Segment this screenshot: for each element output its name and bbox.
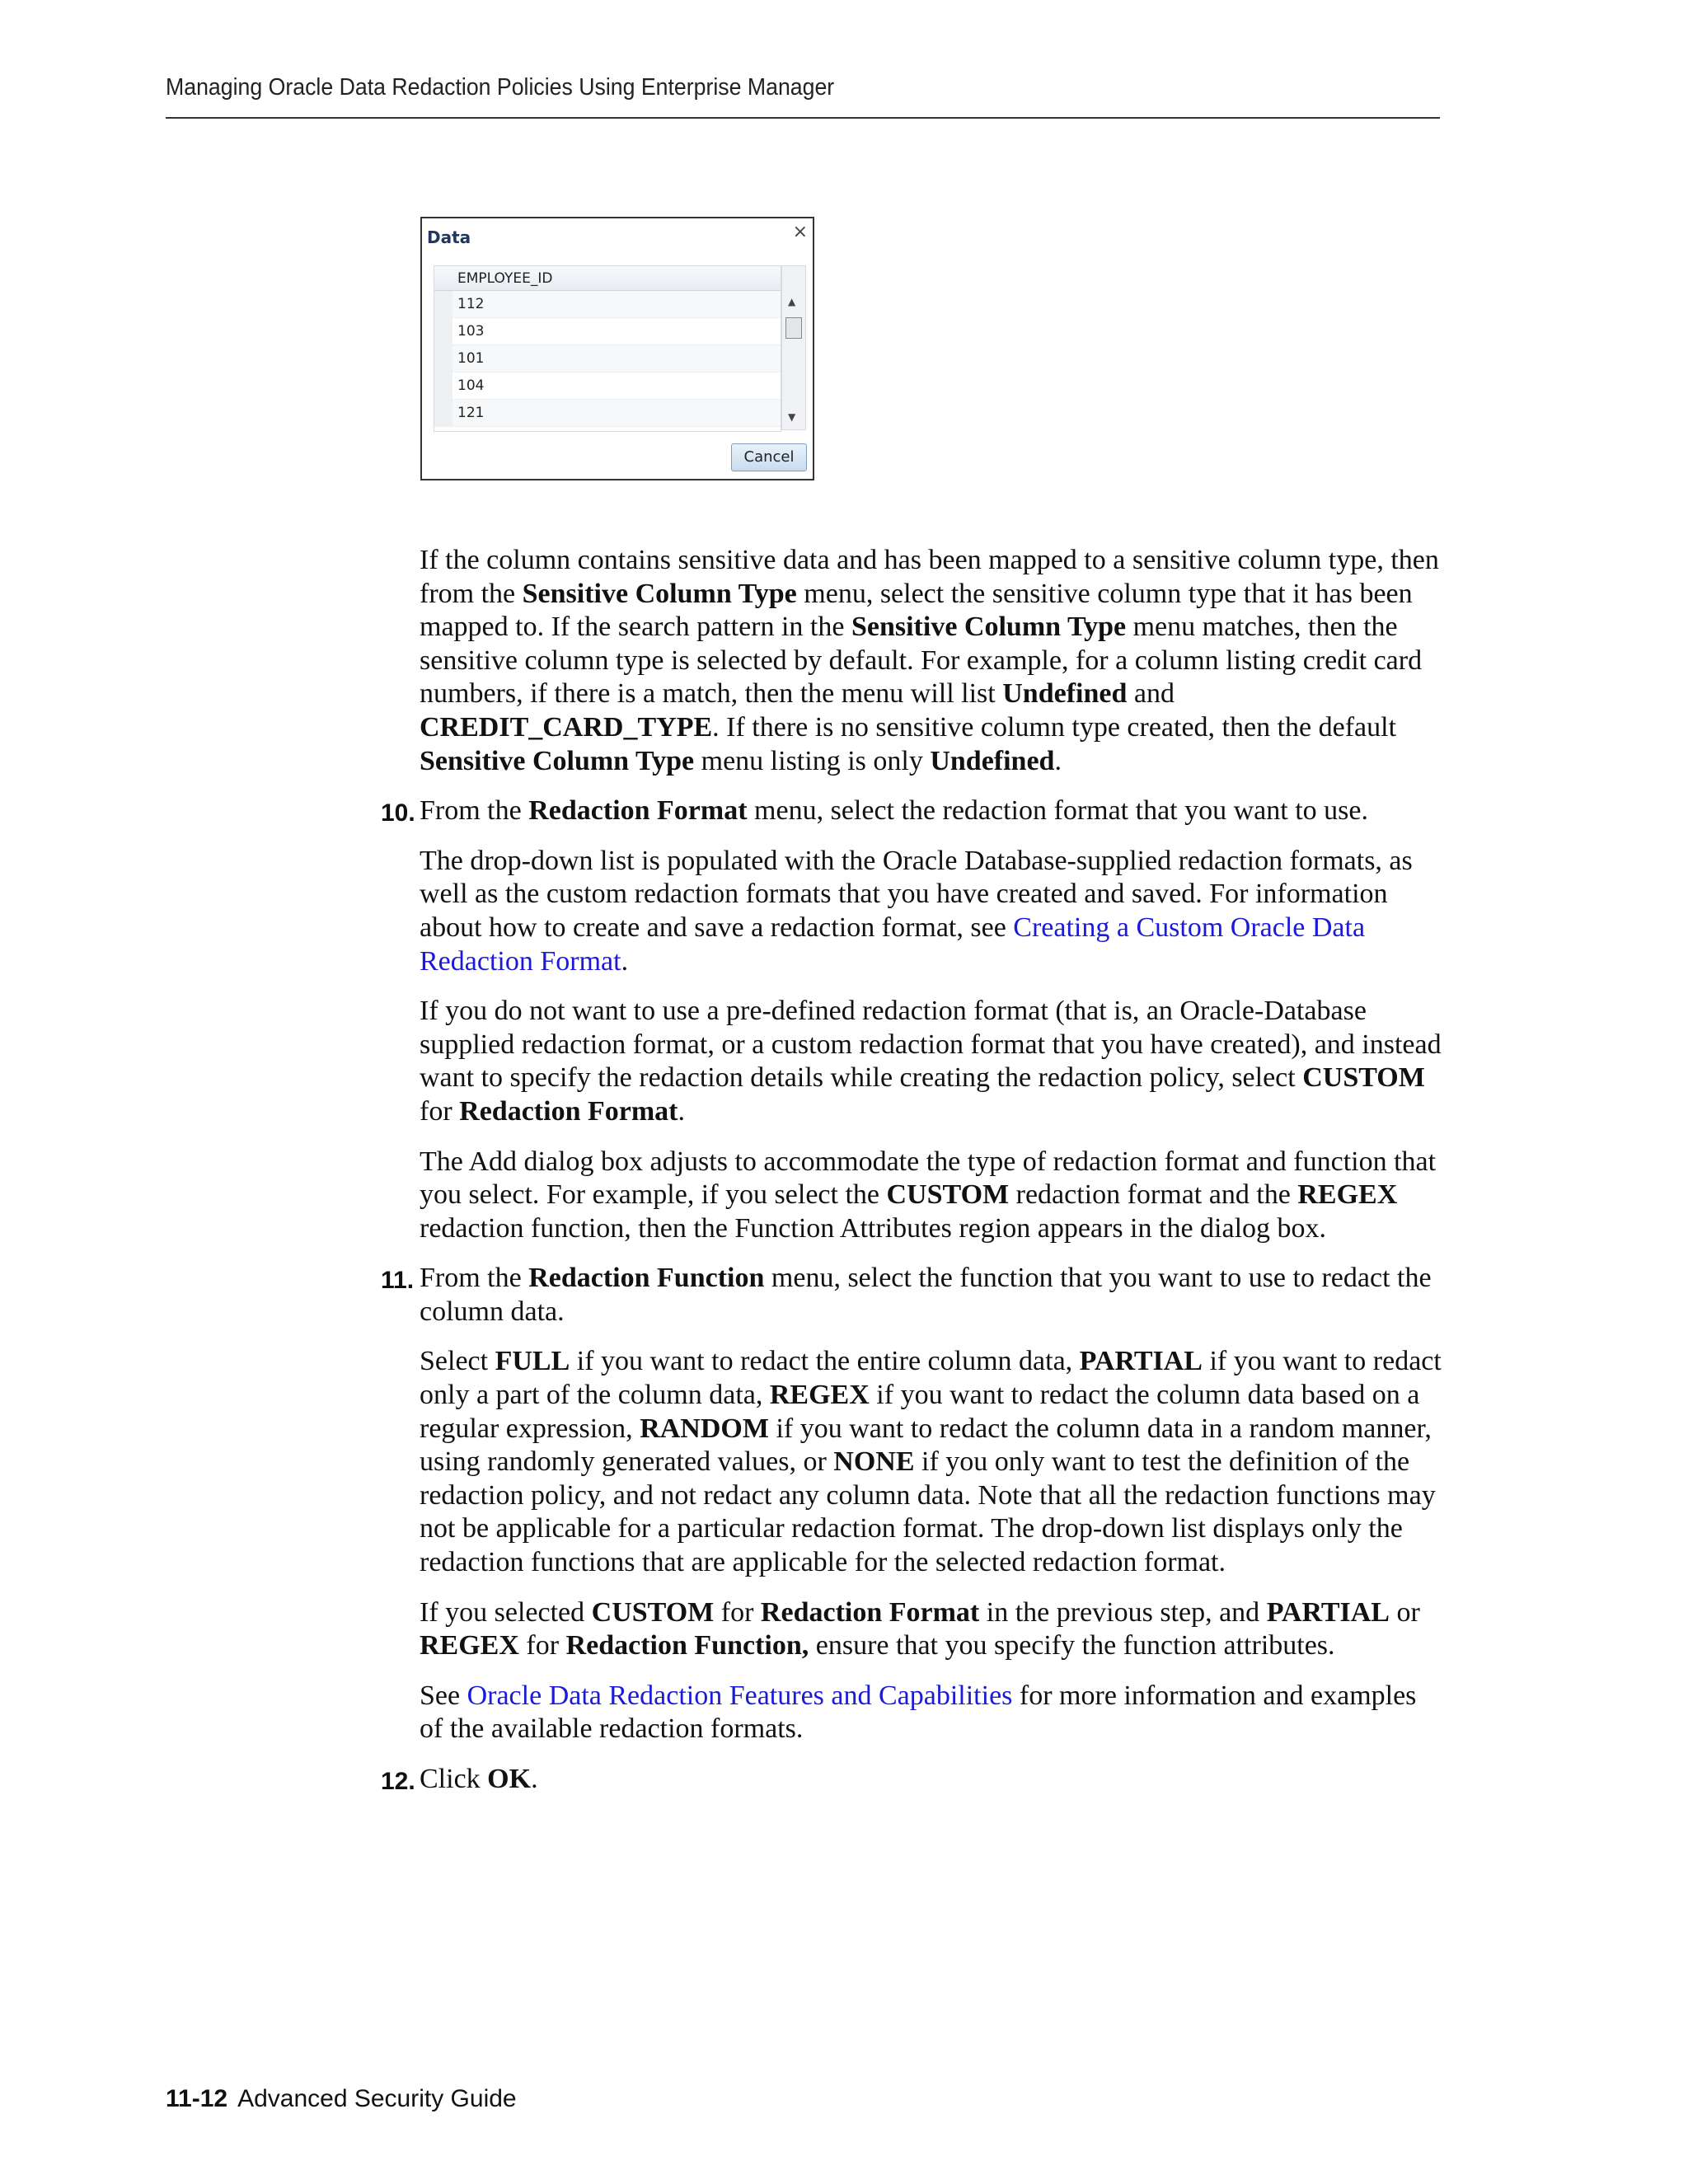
page-number: 11-12 [166, 2085, 228, 2112]
step-12: 12. Click OK. [420, 1763, 1446, 1797]
cancel-button[interactable]: Cancel [731, 443, 807, 471]
creating-custom-format-link[interactable]: Creating a Custom Oracle Data Redaction Format [420, 912, 1366, 977]
data-dialog [420, 217, 814, 480]
features-capabilities-link[interactable]: Oracle Data Redaction Features and Capabilities [467, 1680, 1013, 1711]
step-number: 11. [381, 1267, 415, 1295]
paragraph-dropdown-list: The drop-down list is populated with the Oracle Database-supplied redaction formats, as well as the custom redaction formats that you have created and saved. For information about how to create and save a redaction format, see Creating a Custom Oracle Data Redaction Format. [420, 845, 1413, 977]
running-header: Managing Oracle Data Redaction Policies Using Enterprise Manager [166, 74, 835, 101]
step-10: 10. From the Redaction Format menu, select the redaction format that you want to use. [420, 794, 1446, 828]
paragraph-sensitive-column: If the column contains sensitive data and has been mapped to a sensitive column type, then from the Sensitive Column Type menu, select the sensitive column type that it has been mapped to. If the search pattern in the Sensitive Column Type menu matches, then the sensitive column type is selected by default. For example, for a column listing credit card numbers, if there is a match, then the menu will list Undefined and CREDIT_CARD_TYPE. If there is no sensitive column type created, then the default Sensitive Column Type menu listing is only Undefined. [420, 545, 1439, 776]
vertical-scrollbar[interactable] [781, 265, 806, 430]
table-row[interactable]: 104 [434, 373, 781, 400]
scroll-down-icon[interactable]: ▼ [788, 411, 796, 423]
table-row[interactable]: 112 [434, 291, 781, 318]
book-title: Advanced Security Guide [237, 2085, 517, 2112]
close-icon[interactable]: × [792, 222, 808, 242]
table-row[interactable]: 103 [434, 318, 781, 345]
step-11: 11. From the Redaction Function menu, select the function that you want to use to redact the column data. [381, 1263, 1432, 1327]
paragraph-select-function: Select FULL if you want to redact the entire column data, PARTIAL if you want to redact only a part of the column data, REGEX if you want to redact the column data based on a regular expression, RANDOM if you want to redact the column data in a random manner, using randomly generated values, or NONE if you only want to test the definition of the redaction policy, and not redact any column data. Note that all the redaction functions may not be applicable for a particular redaction format. The drop-down list displays only the redaction functions that are applicable for the selected redaction format. [420, 1346, 1442, 1578]
step-number: 12. [381, 1768, 415, 1795]
paragraph-custom-attributes: If you selected CUSTOM for Redaction Format in the previous step, and PARTIAL or REGEX for Redaction Function, ensure that you specify the function attributes. [420, 1596, 1420, 1661]
table-row[interactable]: 101 [434, 345, 781, 373]
scroll-up-icon[interactable]: ▲ [788, 296, 796, 307]
column-header[interactable]: EMPLOYEE_ID [434, 266, 781, 291]
document-body [381, 544, 1446, 1813]
header-rule [166, 117, 1440, 119]
step-number: 10. [381, 799, 415, 827]
paragraph-add-dialog: The Add dialog box adjusts to accommodate the type of redaction format and function that you select. For example, if you select the CUSTOM redaction format and the REGEX redaction function, then the Function Attributes region appears in the dialog box. [420, 1146, 1437, 1244]
dialog-title: Data [427, 227, 471, 247]
page-footer [166, 2085, 517, 2113]
paragraph-see-also: See Oracle Data Redaction Features and Capabilities for more information and examples of the available redaction formats. [420, 1680, 1417, 1745]
paragraph-predefined-format: If you do not want to use a pre-defined redaction format (that is, an Oracle-Database supplied redaction format, or a custom redaction format that you have created), and instead want to specify the redaction details while creating the redaction policy, select CUSTOM for Redaction Format. [420, 996, 1442, 1127]
table-row[interactable]: 121 [434, 400, 781, 427]
scroll-thumb[interactable] [785, 317, 802, 339]
data-grid [434, 265, 781, 432]
